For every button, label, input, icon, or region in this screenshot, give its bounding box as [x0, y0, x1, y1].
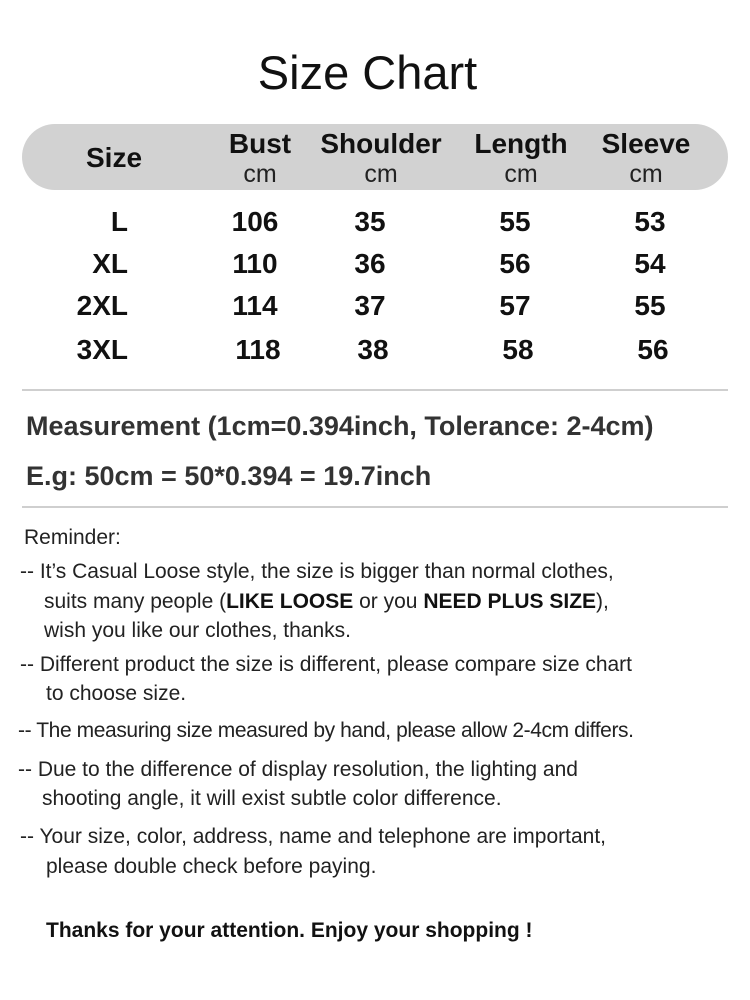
column-header-name: Length — [474, 128, 568, 159]
emphasis-need-plus-size: NEED PLUS SIZE — [423, 590, 597, 613]
row-size-label: L — [110, 206, 128, 237]
column-header-sleeve — [590, 128, 702, 188]
reminder-item-1-line-2: suits many people (LIKE LOOSE or you NEED PLUS SIZE), — [44, 590, 609, 613]
reminder-heading: Reminder: — [24, 526, 121, 549]
size-column-header: Size — [86, 142, 143, 173]
sleeve-value: 55 — [634, 290, 666, 321]
row-size-label: XL — [92, 248, 128, 279]
reminder-item-5-line-1: -- Your size, color, address, name and telephone are important, — [20, 825, 607, 848]
shoulder-value: 37 — [354, 290, 386, 321]
bust-value: 106 — [231, 206, 279, 237]
length-value: 56 — [499, 248, 531, 279]
column-header-unit: cm — [243, 160, 277, 188]
reminder-item-1-line-3: wish you like our clothes, thanks. — [44, 619, 351, 642]
divider-bottom — [22, 506, 728, 508]
bust-value: 110 — [232, 248, 278, 279]
reminder-item-5-line-2: please double check before paying. — [46, 855, 377, 878]
reminder-item-2-line-1: -- Different product the size is different, please compare size chart — [20, 653, 633, 676]
shoulder-value: 36 — [354, 248, 386, 279]
column-header-bust — [215, 128, 305, 188]
page-title: Size Chart — [257, 46, 478, 99]
reminder-item-1-line-1: -- It’s Casual Loose style, the size is bigger than normal clothes, — [20, 560, 614, 583]
length-value: 58 — [502, 334, 534, 365]
shoulder-value: 35 — [354, 206, 386, 237]
reminder-item-4-line-2: shooting angle, it will exist subtle color difference. — [42, 787, 502, 810]
sleeve-value: 54 — [634, 248, 666, 279]
column-header-unit: cm — [504, 160, 538, 188]
column-header-name: Shoulder — [320, 128, 442, 159]
column-header-length — [466, 128, 576, 188]
row-size-label: 2XL — [76, 290, 128, 321]
column-header-unit: cm — [364, 160, 398, 188]
measurement-note: Measurement (1cm=0.394inch, Tolerance: 2-4cm) — [26, 411, 654, 441]
row-size-label: 3XL — [76, 334, 128, 365]
reminder-item-3: -- The measuring size measured by hand, please allow 2-4cm differs. — [18, 719, 634, 742]
footer-thanks: Thanks for your attention. Enjoy your shopping ! — [46, 919, 533, 942]
column-header-name: Bust — [228, 128, 292, 159]
bust-value: 114 — [232, 290, 278, 321]
length-value: 57 — [499, 290, 531, 321]
shoulder-value: 38 — [357, 334, 389, 365]
column-header-shoulder — [311, 128, 451, 188]
column-header-unit: cm — [629, 160, 663, 188]
reminder-item-2-line-2: to choose size. — [46, 682, 187, 705]
sleeve-value: 53 — [634, 206, 666, 237]
reminder-item-4-line-1: -- Due to the difference of display resolution, the lighting and — [18, 758, 578, 781]
measurement-example: E.g: 50cm = 50*0.394 = 19.7inch — [26, 461, 432, 491]
length-value: 55 — [499, 206, 531, 237]
bust-value: 118 — [235, 334, 281, 365]
sleeve-value: 56 — [637, 334, 669, 365]
divider-top — [22, 389, 728, 391]
column-header-name: Sleeve — [601, 128, 691, 159]
emphasis-like-loose: LIKE LOOSE — [226, 590, 354, 613]
